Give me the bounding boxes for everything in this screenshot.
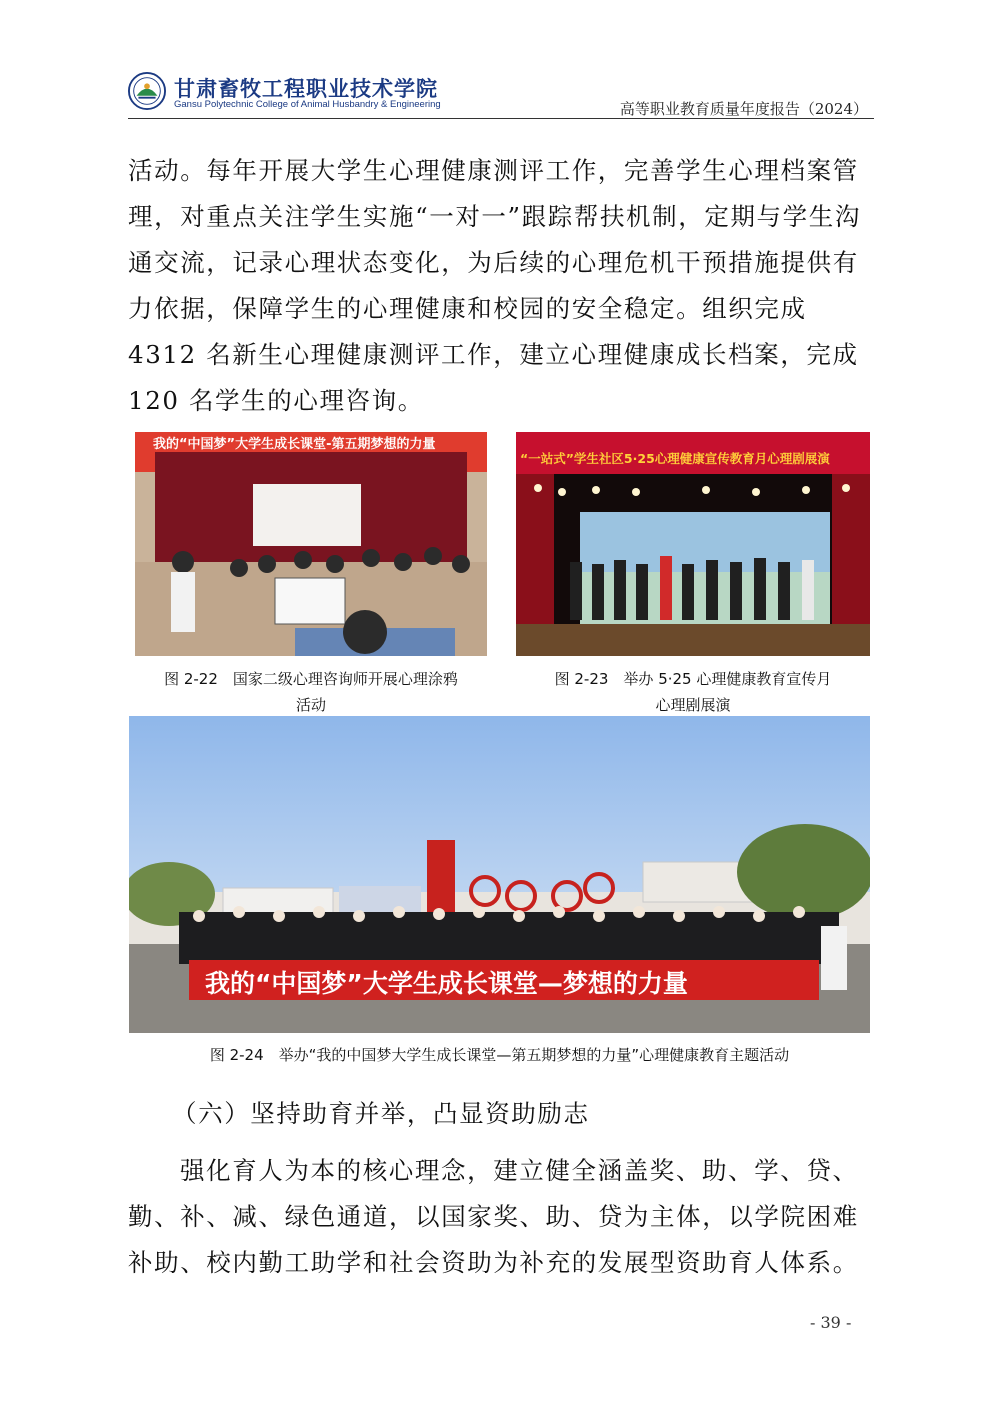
body-paragraph-1 xyxy=(128,148,874,424)
photo-banner-text: 我的“中国梦”大学生成长课堂-第五期梦想的力量 xyxy=(153,437,436,452)
caption-fig-2-24 xyxy=(129,1042,870,1068)
photo-fig-2-24 xyxy=(129,716,870,1033)
photo-banner-text: 我的“中国梦”大学生成长课堂—梦想的力量 xyxy=(205,969,688,998)
page-header xyxy=(128,64,874,120)
page-number: - 39 - xyxy=(810,1313,852,1332)
graffiti-activity-photo xyxy=(135,432,487,656)
paragraph-text: 强化育人为本的核心理念，建立健全涵盖奖、助、学、贷、勤、补、减、绿色通道，以国家奖、助、贷为主体，以学院困难补助、校内勤工助学和社会资助为补充的发展型资助育人体系。 xyxy=(128,1156,859,1277)
caption-line: 图 2-23 举办 5·25 心理健康教育宣传月 xyxy=(554,670,832,688)
caption-line: 图 2-22 国家二级心理咨询师开展心理涂鸦 xyxy=(164,670,458,688)
caption-line: 心理剧展演 xyxy=(655,696,731,714)
school-name-cn: 甘肃畜牧工程职业技术学院 xyxy=(174,77,438,101)
photo-fig-2-23 xyxy=(516,432,870,656)
school-name-en: Gansu Polytechnic College of Animal Husbandry & Engineering xyxy=(174,99,441,110)
report-title: 高等职业教育质量年度报告（2024） xyxy=(619,100,868,118)
paragraph-text: 活动。每年开展大学生心理健康测评工作，完善学生心理档案管理，对重点关注学生实施“一对一”跟踪帮扶机制，定期与学生沟通交流，记录心理状态变化，为后续的心理危机干预措施提供有力依据，保障学生的心理健康和校园的安全稳定。组织完成 4312 名新生心理健康测评工作，建立心理健康成长档案，完成 120 名学生的心理咨询。 xyxy=(128,156,861,415)
college-logo-icon xyxy=(128,72,166,110)
caption-line: 活动 xyxy=(295,696,326,714)
header-divider xyxy=(128,118,874,119)
photo-fig-2-22 xyxy=(135,432,487,656)
caption-fig-2-22 xyxy=(132,666,490,718)
section-heading: （六）坚持助育并举，凸显资助励志 xyxy=(172,1099,590,1128)
caption-line: 图 2-24 举办“我的中国梦大学生成长课堂—第五期梦想的力量”心理健康教育主题活动 xyxy=(209,1046,790,1064)
body-paragraph-2 xyxy=(128,1148,874,1286)
caption-fig-2-23 xyxy=(512,666,874,718)
photo-banner-text: “一站式”学生社区5·25心理健康宣传教育月心理剧展演 xyxy=(520,451,830,466)
